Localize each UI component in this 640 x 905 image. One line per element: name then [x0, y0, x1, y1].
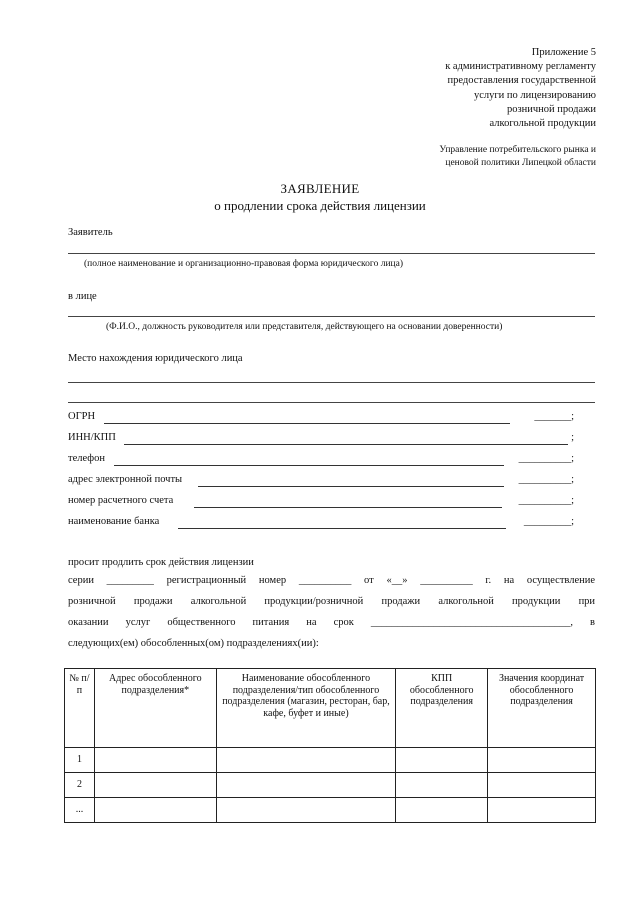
request-line-series — [68, 574, 595, 588]
coordinates-cell[interactable] — [488, 773, 596, 798]
month-blank[interactable]: __________ — [420, 575, 473, 586]
word: продажи — [133, 596, 173, 607]
appendix-line: Приложение 5 — [531, 47, 596, 58]
word: оказании — [68, 617, 109, 628]
inn-kpp-end: ; — [571, 432, 574, 443]
word: в — [590, 617, 595, 628]
word: срок — [333, 617, 354, 628]
applicant-hint: (полное наименование и организационно-правовая форма юридического лица) — [84, 259, 403, 269]
word: осуществление — [526, 575, 596, 586]
word: алкогольной — [438, 596, 494, 607]
col-header-kpp: КПП обособленного подразделения — [396, 669, 488, 748]
word: общественного — [167, 617, 236, 628]
ogrn-field-row[interactable] — [68, 411, 574, 425]
applicant-field[interactable] — [68, 253, 595, 254]
name-type-cell[interactable] — [216, 798, 396, 823]
represented-field[interactable] — [68, 316, 595, 317]
location-field-line-1[interactable] — [68, 382, 595, 383]
email-end: __________; — [518, 474, 574, 485]
request-line-term — [68, 616, 595, 630]
kpp-cell[interactable] — [396, 773, 488, 798]
phone-input-line[interactable] — [114, 465, 504, 466]
term-blank[interactable]: ______________________________________, — [370, 617, 573, 628]
day-blank[interactable]: «__» — [386, 575, 408, 586]
phone-field-row[interactable] — [68, 453, 574, 467]
bank-field-row[interactable] — [68, 516, 574, 530]
bank-end: _________; — [523, 516, 574, 527]
account-input-line[interactable] — [194, 507, 502, 508]
request-line-retail — [68, 595, 595, 609]
word: серии — [68, 575, 94, 586]
coordinates-cell[interactable] — [488, 798, 596, 823]
word: продажи — [381, 596, 421, 607]
account-end: __________; — [518, 495, 574, 506]
table-row — [65, 798, 596, 823]
word: регистрационный — [166, 575, 247, 586]
address-cell[interactable] — [94, 773, 216, 798]
inn-kpp-input-line[interactable] — [124, 444, 568, 445]
represented-label: в лице — [68, 291, 97, 302]
account-label: номер расчетного счета — [68, 495, 174, 506]
subdivisions-table — [64, 668, 596, 823]
ogrn-label: ОГРН — [68, 411, 96, 422]
number-blank[interactable]: __________ — [298, 575, 352, 586]
kpp-cell[interactable] — [396, 798, 488, 823]
address-cell[interactable] — [94, 748, 216, 773]
table-row — [65, 773, 596, 798]
email-label: адрес электронной почты — [68, 474, 183, 485]
applicant-label: Заявитель — [68, 227, 113, 238]
word: продукции/розничной — [264, 596, 364, 607]
word: алкогольной — [190, 596, 247, 607]
appendix-line: услуги по лицензированию — [473, 89, 596, 101]
appendix-line: алкогольной продукции — [489, 118, 596, 130]
bank-label: наименование банка — [68, 516, 160, 527]
phone-end: __________; — [518, 453, 574, 464]
table-header-row — [65, 669, 596, 748]
word: номер — [258, 575, 287, 586]
col-header-coordinates: Значения координат обособленного подразделения — [488, 669, 596, 748]
inn-kpp-field-row[interactable] — [68, 432, 574, 446]
word: продукции — [512, 596, 561, 607]
appendix-line: розничной продажи — [507, 103, 596, 115]
word: на — [503, 575, 515, 586]
word: при — [578, 596, 596, 607]
word: г. — [485, 575, 492, 586]
represented-hint: (Ф.И.О., должность руководителя или представителя, действующего на основании доверенности) — [106, 322, 503, 332]
row-number: 2 — [65, 773, 95, 798]
series-blank[interactable]: _________ — [106, 575, 154, 586]
col-header-name-type: Наименование обособленного подразделения/тип обособленного подразделения (магазин, ресторан, бар, кафе, буфет и иные) — [216, 669, 396, 748]
request-line-units: следующих(ем) обособленных(ом) подразделениях(ии): — [68, 638, 319, 649]
email-input-line[interactable] — [198, 486, 504, 487]
appendix-line: предоставления государственной — [447, 75, 596, 87]
word: питания — [252, 617, 290, 628]
authority-line: ценовой политики Липецкой области — [445, 157, 596, 168]
word: розничной — [68, 596, 116, 607]
inn-kpp-label: ИНН/КПП — [68, 432, 116, 443]
bank-input-line[interactable] — [178, 528, 506, 529]
coordinates-cell[interactable] — [488, 748, 596, 773]
addressee-authority — [356, 144, 596, 169]
appendix-header — [356, 46, 596, 131]
location-label: Место нахождения юридического лица — [68, 353, 243, 364]
address-cell[interactable] — [94, 798, 216, 823]
name-type-cell[interactable] — [216, 773, 396, 798]
document-title — [0, 180, 640, 214]
row-number: 1 — [65, 748, 95, 773]
word: на — [306, 617, 317, 628]
kpp-cell[interactable] — [396, 748, 488, 773]
location-field-line-2[interactable] — [68, 402, 595, 403]
word: услуг — [125, 617, 151, 628]
title-main: ЗАЯВЛЕНИЕ — [280, 181, 360, 196]
authority-line: Управление потребительского рынка и — [439, 145, 596, 155]
word: от — [364, 575, 374, 586]
name-type-cell[interactable] — [216, 748, 396, 773]
account-field-row[interactable] — [68, 495, 574, 509]
row-number: ... — [65, 798, 95, 823]
table-row — [65, 748, 596, 773]
request-intro: просит продлить срок действия лицензии — [68, 557, 254, 568]
col-header-address: Адрес обособленного подразделения* — [94, 669, 216, 748]
ogrn-input-line[interactable] — [104, 423, 510, 424]
title-subtitle: о продлении срока действия лицензии — [214, 198, 426, 213]
col-header-number: № п/п — [65, 669, 95, 748]
email-field-row[interactable] — [68, 474, 574, 488]
appendix-line: к административному регламенту — [445, 61, 596, 73]
phone-label: телефон — [68, 453, 105, 464]
ogrn-end: _______; — [534, 411, 574, 422]
